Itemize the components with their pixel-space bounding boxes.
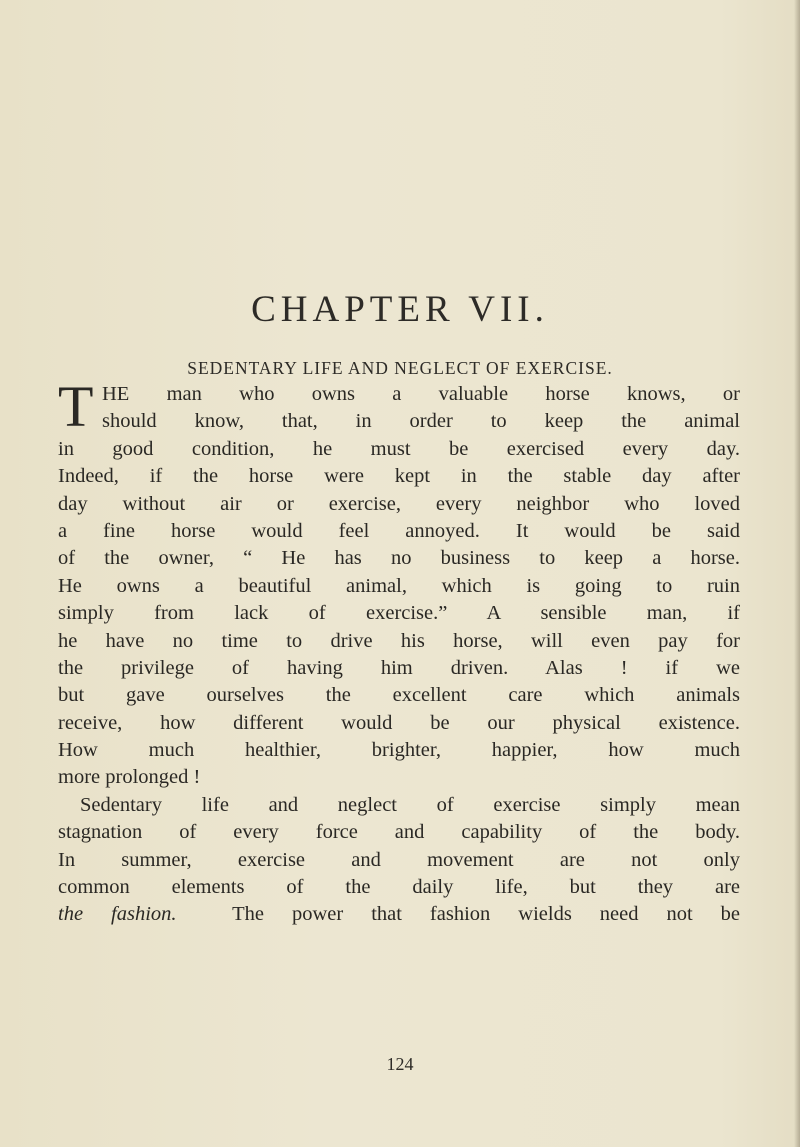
drop-cap: T xyxy=(58,374,94,439)
text-line: In summer, exercise and movement are not only xyxy=(58,848,740,871)
text-line: the privilege of having him driven. Alas ! if we xyxy=(58,656,740,679)
text-line-rest: The power that fashion wields need not be xyxy=(232,903,740,926)
italic-phrase: the fashion. xyxy=(58,903,177,926)
text-line: simply from lack of exercise.” A sensible man, if xyxy=(58,602,740,625)
text-line: of the owner, “ He has no business to keep a horse. xyxy=(58,547,740,570)
text-line: How much healthier, brighter, happier, how much xyxy=(58,739,740,762)
text-line: He owns a beautiful animal, which is going to ruin xyxy=(58,574,740,597)
page-edge-shadow xyxy=(794,0,800,1147)
text-line-with-italic xyxy=(58,901,740,928)
text-line: more prolonged ! xyxy=(58,766,201,789)
page-number: 124 xyxy=(386,1054,414,1074)
text-line: Sedentary life and neglect of exercise simply mean xyxy=(80,793,740,816)
text-line: Indeed, if the horse were kept in the stable day after xyxy=(58,465,740,488)
text-line: HE man who owns a valuable horse knows, or xyxy=(102,383,740,405)
chapter-title: CHAPTER VII. xyxy=(251,289,549,330)
chapter-subtitle: SEDENTARY LIFE AND NEGLECT OF EXERCISE. xyxy=(187,358,613,378)
text-line: stagnation of every force and capability of the body. xyxy=(58,821,740,844)
body-text xyxy=(58,381,740,929)
text-line: but gave ourselves the excellent care which animals xyxy=(58,684,740,707)
text-line: a fine horse would feel annoyed. It would be said xyxy=(58,519,740,542)
text-line: should know, that, in order to keep the animal xyxy=(102,410,740,433)
text-line: in good condition, he must be exercised every day. xyxy=(58,437,740,460)
text-line: he have no time to drive his horse, will even pay for xyxy=(58,629,740,652)
text-line: receive, how different would be our physical existence. xyxy=(58,711,740,734)
text-line: day without air or exercise, every neighbor who loved xyxy=(58,492,740,515)
text-line: common elements of the daily life, but they are xyxy=(58,876,740,899)
